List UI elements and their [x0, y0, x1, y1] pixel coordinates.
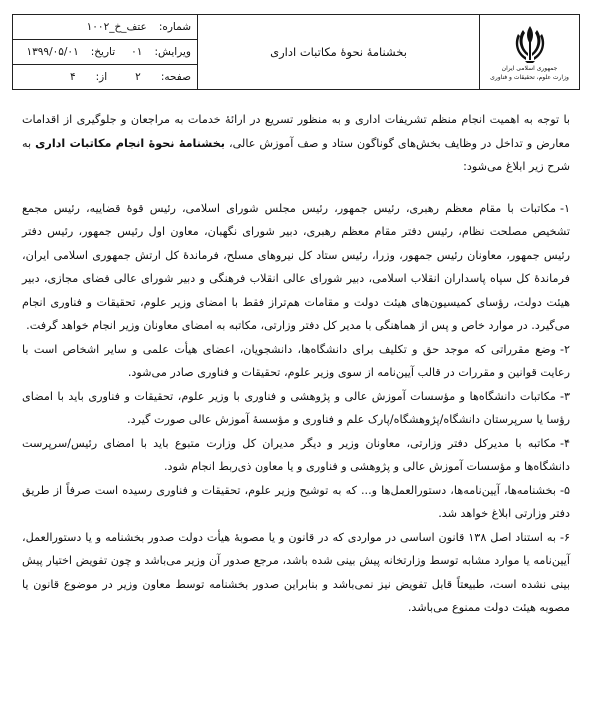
- date-value: ۱۳۹۹/۰۵/۰۱: [26, 46, 79, 58]
- item-text: به استناد اصل ۱۳۸ قانون اساسی در مواردی که در قانون و یا مصوبهٔ هیأت دولت صدور بخشنامه و یا دستورالعمل، آیین‌نامه یا موارد مشابه توسط وزارتخانه پیش بینی شده باشد، مرجع صدور آن وزیر می‌باشد و چون تفویض اختیار پیش بینی نشده است، طبیعتاً قابل تفویض نیز نمی‌باشد و بنابراین صدور بخشنامه توسط معاون وزیر در موضوع قانون یا مصوبه هیئت دولت ممنوع می‌باشد.: [22, 530, 570, 614]
- list-item-5: [22, 479, 570, 526]
- item-number: ۵-: [559, 483, 570, 497]
- date-label: تاریخ:: [90, 46, 116, 58]
- item-number: ۴-: [559, 436, 570, 450]
- meta-row-revision: [13, 40, 197, 65]
- item-number: ۳-: [559, 389, 570, 403]
- of-value: ۴: [70, 71, 76, 83]
- item-number: ۶-: [559, 530, 570, 544]
- list-item-1: [22, 197, 570, 338]
- iran-emblem-icon: [513, 24, 547, 64]
- item-text: مکاتبات با مقام معظم رهبری، رئیس جمهور، رئیس مجلس شورای اسلامی، رئیس قوهٔ قضاییه، رئیس مجمع تشخیص مصلحت نظام، رئیس دفتر مقام معظم رهبری، دبیر شورای نگهبان، معاون اول رئیس جمهور، رئیس دفتر رئیس جمهور، معاونان رئیس جمهور، وزرا، رئیس ستاد کل نیروهای مسلح، فرماندهٔ کل ارتش جمهوری اسلامی ایران، فرماندهٔ کل سپاه پاسداران انقلاب اسلامی، دبیر شورای عالی انقلاب فرهنگی و دبیر شورای عالی فضای مجازی، دبیر هیئت دولت، رؤسای کمیسیون‌های هیئت دولت و مقامات هم‌تراز فقط با امضای وزیر علوم، تحقیقات و فناوری انجام می‌گیرد. در موارد خاص و پس از هماهنگی با مدیر کل دفتر وزارتی، مکاتبه به امضای معاونان وزیر انجام خواهد گرفت.: [22, 201, 570, 332]
- of-label: از:: [95, 71, 108, 83]
- item-number: ۱-: [559, 201, 570, 215]
- list-item-4: [22, 432, 570, 479]
- document-body: [22, 108, 570, 620]
- list-item-6: [22, 526, 570, 620]
- number-label: شماره:: [158, 21, 191, 33]
- document-title: بخشنامهٔ نحوهٔ مکاتبات اداری: [197, 15, 479, 89]
- meta-row-page: [13, 65, 197, 89]
- document-meta: [13, 15, 197, 89]
- logo-text-line2: وزارت علوم، تحقیقات و فناوری: [490, 74, 569, 81]
- revision-value: ۰۱: [131, 46, 143, 58]
- item-text: مکاتبات دانشگاه‌ها و مؤسسات آموزش عالی و پژوهشی و فناوری با وزیر علوم، تحقیقات و فناوری باید با امضای رؤسا یا سرپرستان دانشگاه/پژوهشگاه/پارک علم و فناوری و مؤسسهٔ آموزش عالی صورت گیرد.: [22, 389, 570, 426]
- meta-row-number: [13, 15, 197, 40]
- intro-text: با توجه به اهمیت انجام منظم تشریفات اداری و به منظور تسریع در ارائهٔ خدمات به مراجعان و جلوگیری از اقدامات معارض و تداخل در وظایف بخش‌های گوناگون ستاد و صف آموزش عالی،: [22, 113, 571, 150]
- intro-paragraph: [22, 108, 570, 179]
- logo-text-line1: جمهوری اسلامی ایران: [501, 65, 558, 72]
- item-text: بخشنامه‌ها، آیین‌نامه‌ها، دستورالعمل‌ها و... که به توشیح وزیر علوم، تحقیقات و فناوری رسیده است صرفاً از طریق دفتر وزارتی ابلاغ خواهد شد.: [22, 483, 570, 520]
- page-value: ۲: [135, 71, 141, 83]
- logo-cell: [479, 15, 579, 89]
- list-item-2: [22, 338, 570, 385]
- document-header: [12, 14, 580, 90]
- intro-tail: به شرح زیر ابلاغ می‌شود:: [22, 136, 570, 173]
- item-number: ۲-: [559, 342, 570, 356]
- number-value: عتف_خ_۱۰۰۲: [86, 21, 147, 33]
- intro-bold: بخشنامهٔ نحوهٔ انجام مکاتبات اداری: [35, 136, 225, 150]
- item-text: مکاتبه با مدیرکل دفتر وزارتی، معاونان وزیر و دیگر مدیران کل وزارت متبوع باید با امضای رئیس/سرپرست دانشگاه‌ها و مؤسسات آموزش عالی و پژوهشی و فناوری و یا معاون ذی‌ربط انجام شود.: [22, 436, 570, 473]
- list-item-3: [22, 385, 570, 432]
- revision-label: ویرایش:: [154, 46, 191, 58]
- item-text: وضع مقرراتی که موجد حق و تکلیف برای دانشگاه‌ها، دانشجویان، اعضای هیأت علمی و سایر اشخاص است با رعایت قوانین و مقررات در قالب آیین‌نامه از سوی وزیر علوم، تحقیقات و فناوری صادر می‌شود.: [22, 342, 570, 379]
- page-label: صفحه:: [160, 71, 191, 83]
